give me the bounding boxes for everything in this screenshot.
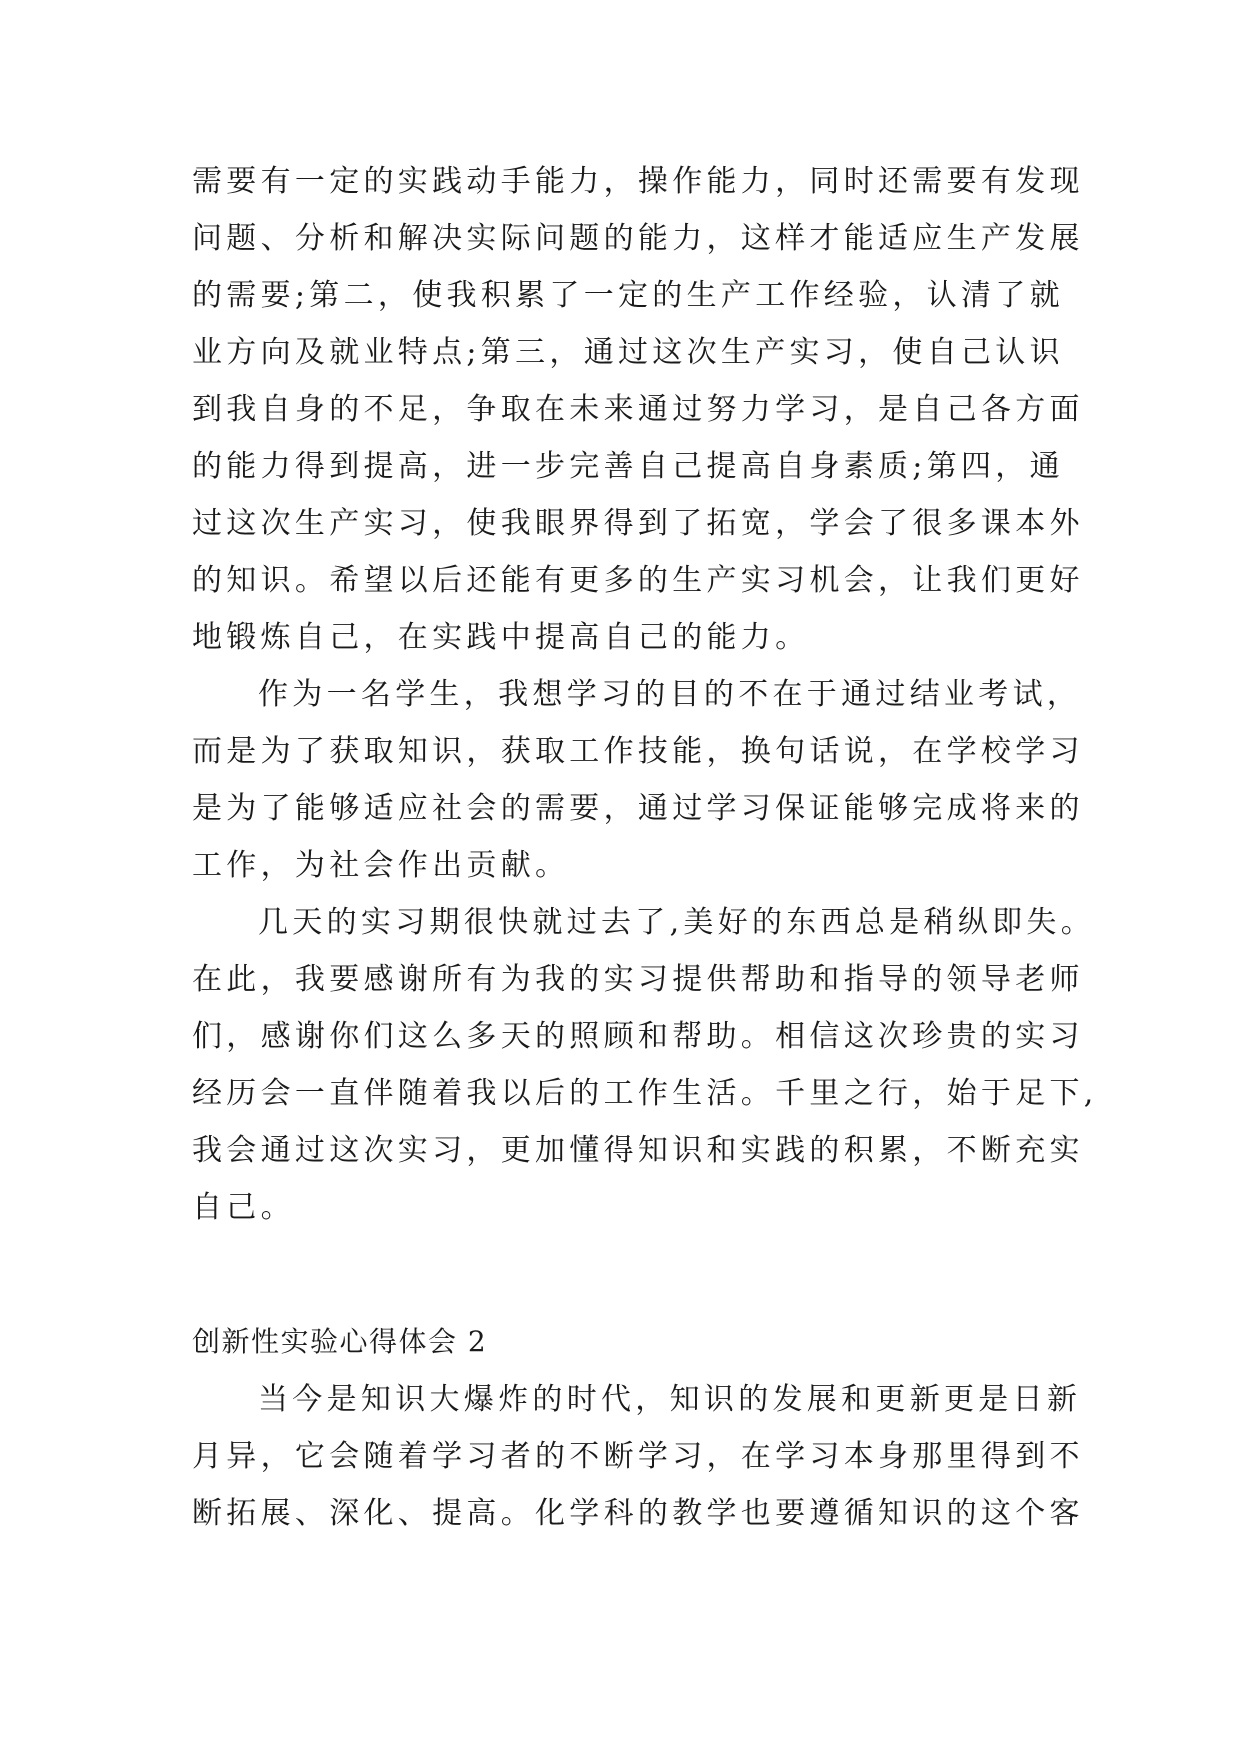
- text-line: 我会通过这次实习，更加懂得知识和实践的积累，不断充实: [192, 1133, 1084, 1168]
- text-line: 自己。: [192, 1190, 295, 1225]
- text-line: 的能力得到提高，进一步完善自己提高自身素质;第四，通: [192, 449, 1064, 484]
- text-line: 地锻炼自己，在实践中提高自己的能力。: [192, 620, 810, 655]
- text-line: 作为一名学生，我想学习的目的不在于通过结业考试，: [258, 677, 1082, 712]
- text-line: 们，感谢你们这么多天的照顾和帮助。相信这次珍贵的实习: [192, 1019, 1084, 1054]
- text-line: 到我自身的不足，争取在未来通过努力学习，是自己各方面: [192, 392, 1084, 427]
- text-line: 工作，为社会作出贡献。: [192, 848, 570, 883]
- text-line: 是为了能够适应社会的需要，通过学习保证能够完成将来的: [192, 791, 1084, 826]
- text-line: 的知识。希望以后还能有更多的生产实习机会，让我们更好: [192, 563, 1084, 598]
- text-line: 过这次生产实习，使我眼界得到了拓宽，学会了很多课本外: [192, 506, 1084, 541]
- text-line: 经历会一直伴随着我以后的工作生活。千里之行，始于足下,: [192, 1076, 1098, 1111]
- text-line: 业方向及就业特点;第三，通过这次生产实习，使自己认识: [192, 335, 1064, 370]
- text-line: 几天的实习期很快就过去了,美好的东西总是稍纵即失。: [258, 905, 1096, 940]
- text-line: 在此，我要感谢所有为我的实习提供帮助和指导的领导老师: [192, 962, 1084, 997]
- text-line: 而是为了获取知识，获取工作技能，换句话说，在学校学习: [192, 734, 1084, 769]
- text-line: 月异，它会随着学习者的不断学习，在学习本身那里得到不: [192, 1439, 1084, 1474]
- text-line: 当今是知识大爆炸的时代，知识的发展和更新更是日新: [258, 1382, 1082, 1417]
- text-line: 断拓展、深化、提高。化学科的教学也要遵循知识的这个客: [192, 1496, 1084, 1531]
- section-heading: 创新性实验心得体会 2: [192, 1325, 488, 1358]
- text-line: 问题、分析和解决实际问题的能力，这样才能适应生产发展: [192, 221, 1084, 256]
- text-line: 需要有一定的实践动手能力，操作能力，同时还需要有发现: [192, 164, 1084, 199]
- text-line: 的需要;第二，使我积累了一定的生产工作经验，认清了就: [192, 278, 1064, 313]
